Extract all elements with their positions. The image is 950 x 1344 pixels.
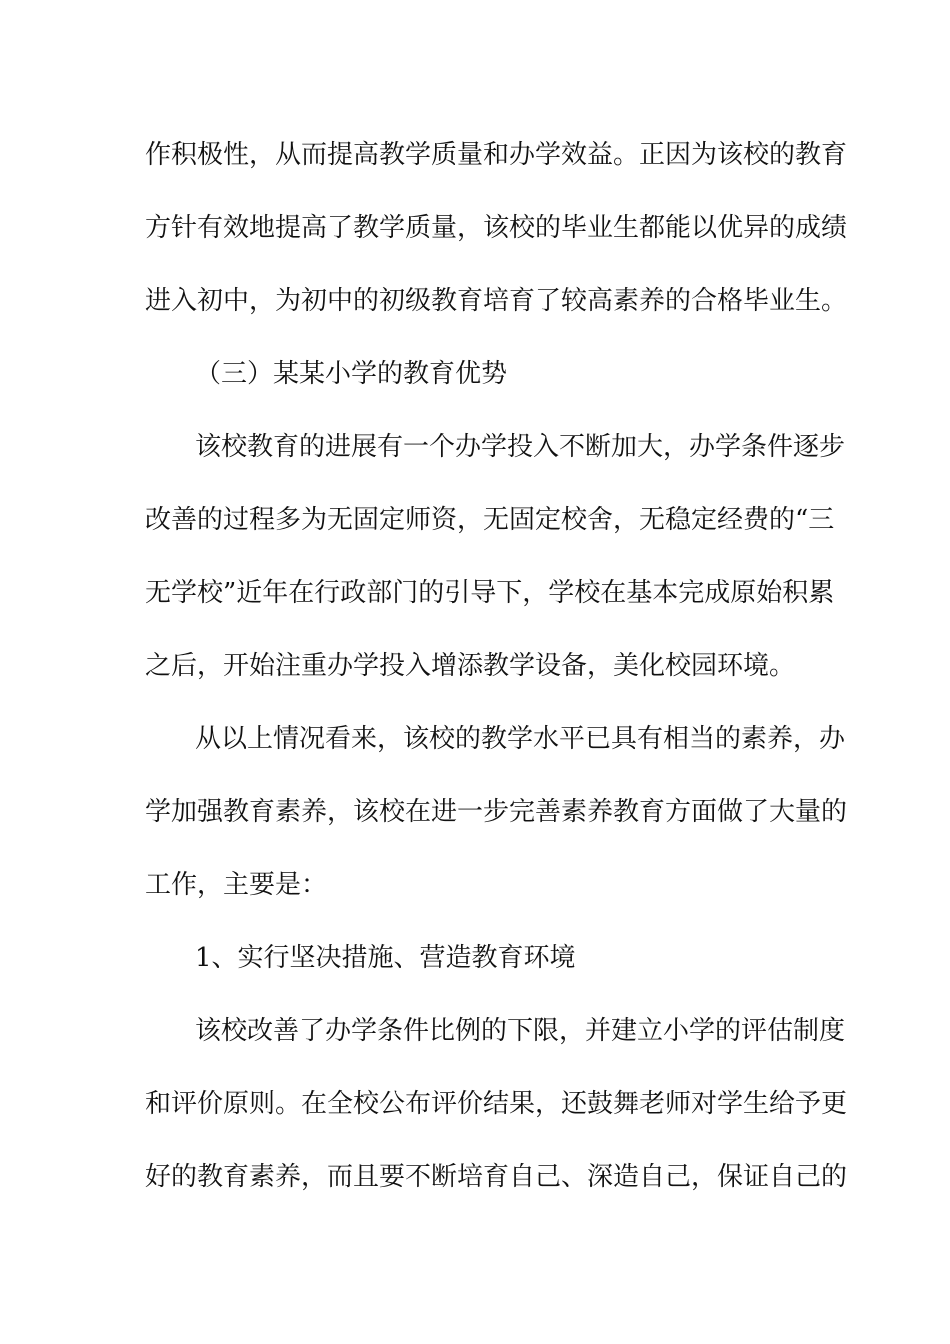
paragraph-line: 和评价原则。在全校公布评价结果，还鼓舞老师对学生给予更 <box>145 1089 848 1119</box>
paragraph-line: 学加强教育素养，该校在进一步完善素养教育方面做了大量的 <box>145 797 848 827</box>
paragraph-line: 工作，主要是： <box>145 870 328 900</box>
subsection-heading: 1、实行坚决措施、营造教育环境 <box>195 943 576 973</box>
paragraph-line: 作积极性，从而提高教学质量和办学效益。正因为该校的教育 <box>145 140 848 170</box>
paragraph-line: 无学校”近年在行政部门的引导下，学校在基本完成原始积累 <box>145 578 835 608</box>
paragraph-line: 方针有效地提高了教学质量，该校的毕业生都能以优异的成绩 <box>145 213 848 243</box>
paragraph-line: 进入初中，为初中的初级教育培育了较高素养的合格毕业生。 <box>145 286 848 316</box>
paragraph-line: 之后，开始注重办学投入增添教学设备，美化校园环境。 <box>145 651 796 681</box>
paragraph-line: 好的教育素养，而且要不断培育自己、深造自己，保证自己的 <box>145 1162 848 1192</box>
paragraph-line: 该校改善了办学条件比例的下限，并建立小学的评估制度 <box>195 1016 846 1046</box>
paragraph-line: 改善的过程多为无固定师资，无固定校舍，无稳定经费的“三 <box>145 505 835 535</box>
paragraph-line: 从以上情况看来，该校的教学水平已具有相当的素养，办 <box>195 724 846 754</box>
section-heading: （三）某某小学的教育优势 <box>195 359 508 389</box>
paragraph-line: 该校教育的进展有一个办学投入不断加大，办学条件逐步 <box>195 432 846 462</box>
